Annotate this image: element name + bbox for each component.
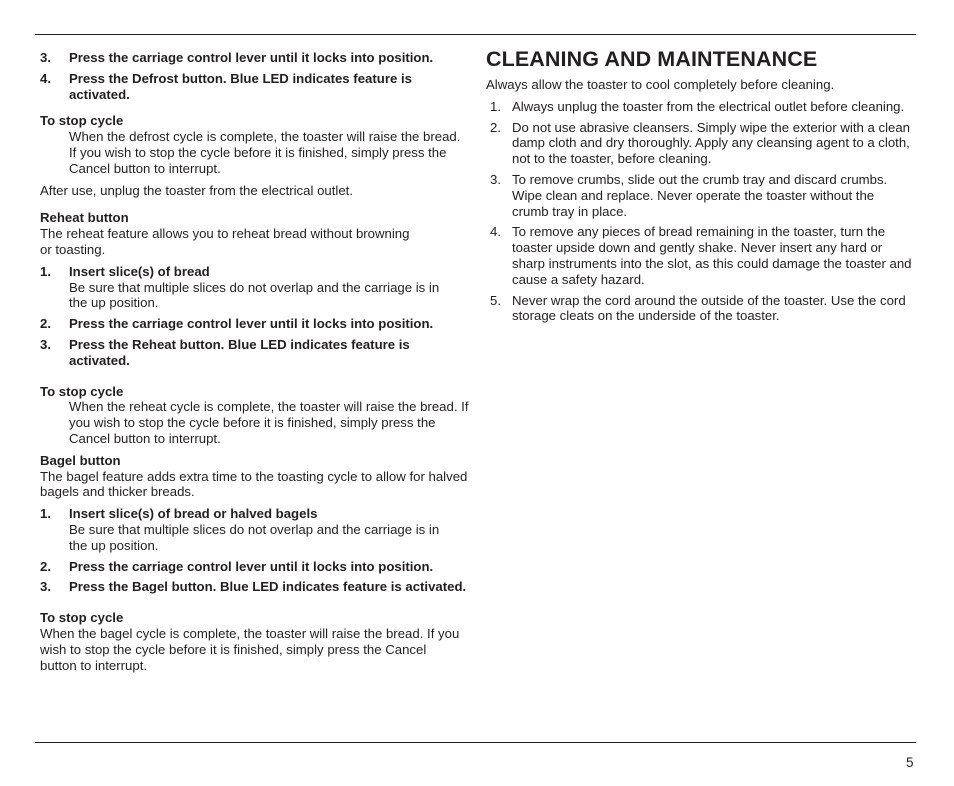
list-item — [486, 224, 914, 287]
step-text: Press the Reheat button. Blue LED indicates feature is activated. — [69, 336, 410, 368]
list-item — [486, 120, 914, 167]
step-text: Press the Defrost button. Blue LED indicates feature is activated. — [69, 70, 412, 102]
bagel-heading: Bagel button — [40, 452, 121, 468]
list-item — [40, 50, 470, 66]
bagel-stop-heading: To stop cycle — [40, 610, 124, 626]
section-intro: Always allow the toaster to cool completely before cleaning. — [486, 77, 835, 92]
reheat-heading: Reheat button — [40, 210, 129, 226]
step-subtext: Be sure that multiple slices do not overlap and the carriage is in the up position. — [69, 279, 440, 311]
step-number: 2. — [40, 316, 51, 332]
bagel-stop-text: When the bagel cycle is complete, the toaster will raise the bread. If you wish to stop the cycle before it is finished, simply press the Cancel button to interrupt. — [40, 625, 460, 673]
item-text: Never wrap the cord around the outside of the toaster. Use the cord storage cleats on the underside of the toaster. — [512, 292, 906, 324]
step-number: 2. — [40, 558, 51, 574]
item-text: Do not use abrasive cleansers. Simply wipe the exterior with a clean damp cloth and dry thoroughly. Apply any cleansing agent to a cloth, not to the toaster, before cleaning. — [512, 119, 911, 167]
item-number: 5. — [490, 292, 501, 308]
left-column — [40, 50, 470, 673]
step-number: 3. — [40, 336, 51, 352]
bagel-intro: The bagel feature adds extra time to the toasting cycle to allow for halved bagels and thicker breads. — [40, 468, 468, 500]
list-item — [40, 264, 470, 311]
list-item — [486, 172, 914, 219]
reheat-stop-heading: To stop cycle — [40, 383, 124, 399]
defrost-stop-heading: To stop cycle — [40, 113, 124, 129]
step-text: Press the carriage control lever until it locks into position. — [69, 558, 434, 574]
right-column — [486, 47, 914, 329]
step-text: Insert slice(s) of bread — [69, 263, 210, 279]
top-rule — [35, 34, 916, 35]
after-use-note: After use, unplug the toaster from the electrical outlet. — [40, 182, 354, 198]
section-title: CLEANING AND MAINTENANCE — [486, 47, 818, 71]
item-number: 2. — [490, 119, 501, 135]
item-text: Always unplug the toaster from the electrical outlet before cleaning. — [512, 98, 905, 114]
step-number: 1. — [40, 506, 51, 522]
step-text: Insert slice(s) of bread or halved bagels — [69, 506, 318, 522]
step-number: 1. — [40, 263, 51, 279]
list-item — [40, 506, 470, 553]
list-item — [40, 316, 470, 332]
item-number: 1. — [490, 98, 501, 114]
item-text: To remove crumbs, slide out the crumb tray and discard crumbs. Wipe clean and replace. Never operate the toaster without the crumb tray in place. — [512, 171, 888, 219]
list-item — [40, 71, 470, 103]
list-item — [486, 99, 914, 115]
reheat-stop-text: When the reheat cycle is complete, the toaster will raise the bread. If you wish to stop the cycle before it is finished, simply press the Cancel button to interrupt. — [69, 399, 469, 446]
step-text: Press the Bagel button. Blue LED indicates feature is activated. — [69, 579, 467, 595]
list-item — [486, 293, 914, 325]
list-item — [40, 559, 470, 575]
item-text: To remove any pieces of bread remaining in the toaster, turn the toaster upside down and gently shake. Never insert any hard or sharp instruments into the slot, as this could damage the toaster and cause a safety hazard. — [512, 224, 912, 287]
list-item — [40, 337, 470, 369]
reheat-intro: The reheat feature allows you to reheat bread without browning or toasting. — [40, 226, 410, 257]
item-number: 4. — [490, 224, 501, 240]
item-number: 3. — [490, 171, 501, 187]
step-subtext: Be sure that multiple slices do not overlap and the carriage is in the up position. — [69, 521, 440, 553]
step-text: Press the carriage control lever until it locks into position. — [69, 316, 434, 332]
page-number: 5 — [906, 755, 914, 770]
step-number: 3. — [40, 50, 51, 65]
step-number: 4. — [40, 70, 51, 86]
step-number: 3. — [40, 579, 51, 595]
list-item — [40, 579, 470, 595]
bottom-rule — [35, 742, 916, 743]
step-text: Press the carriage control lever until it locks into position. — [69, 50, 434, 65]
defrost-stop-text: When the defrost cycle is complete, the toaster will raise the bread. If you wish to stop the cycle before it is finished, simply press the Cancel button to interrupt. — [69, 129, 461, 176]
